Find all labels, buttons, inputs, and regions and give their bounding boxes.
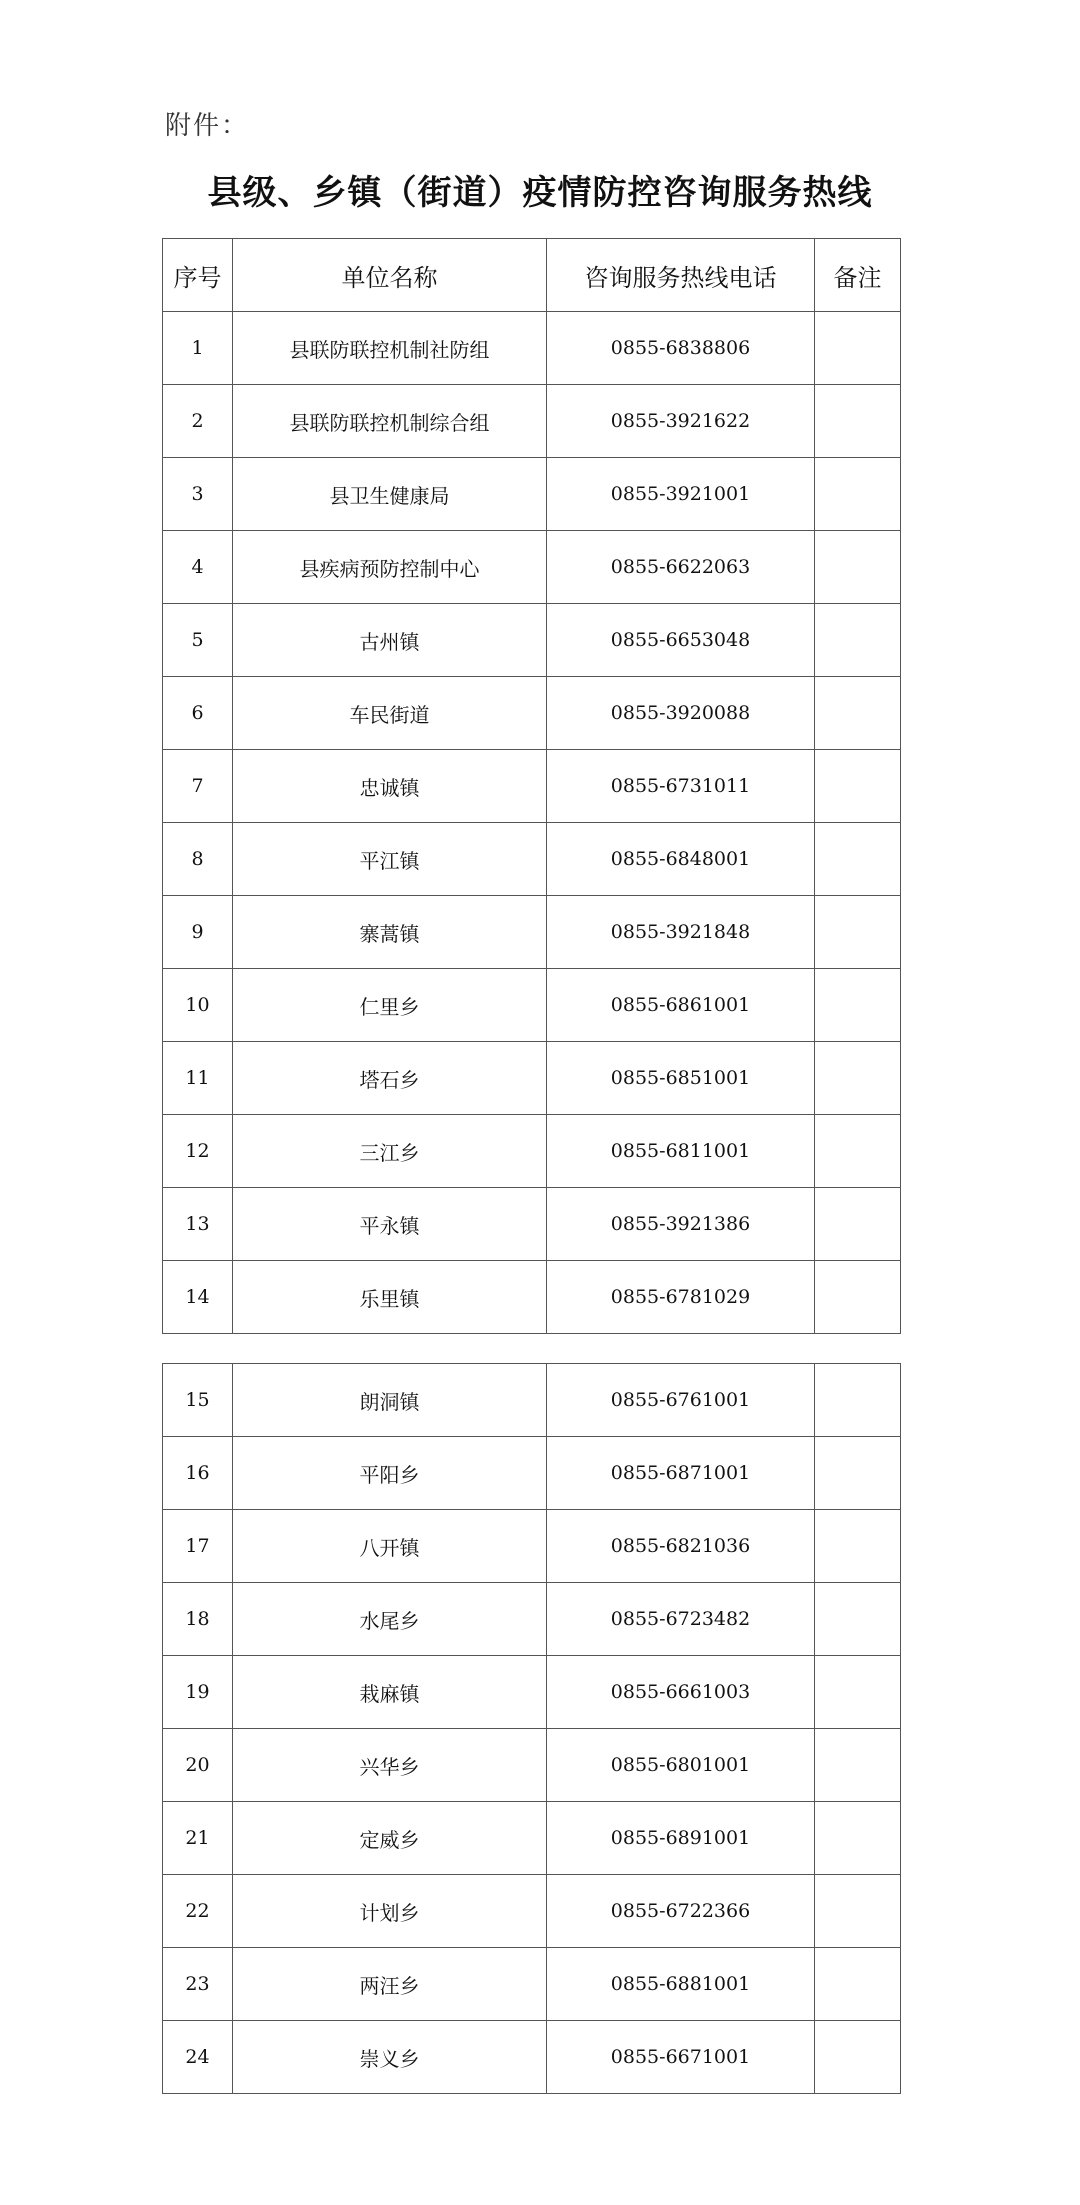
table-row <box>163 1948 901 2021</box>
unit-name-cell: 县疾病预防控制中心 <box>233 531 547 604</box>
serial-number-cell: 5 <box>163 604 233 677</box>
unit-name-cell: 县联防联控机制社防组 <box>233 312 547 385</box>
unit-name-cell: 古州镇 <box>233 604 547 677</box>
table-row <box>163 1437 901 1510</box>
hotline-phone-cell: 0855-6871001 <box>547 1437 815 1510</box>
table-row <box>163 2021 901 2094</box>
remarks-cell <box>815 750 901 823</box>
serial-number-cell: 12 <box>163 1115 233 1188</box>
header-unit-name: 单位名称 <box>233 239 547 312</box>
remarks-cell <box>815 1115 901 1188</box>
unit-name-cell: 兴华乡 <box>233 1729 547 1802</box>
serial-number-cell: 10 <box>163 969 233 1042</box>
table-row <box>163 1802 901 1875</box>
serial-number-cell: 13 <box>163 1188 233 1261</box>
serial-number-cell: 15 <box>163 1364 233 1437</box>
remarks-cell <box>815 1656 901 1729</box>
hotline-phone-cell: 0855-6781029 <box>547 1261 815 1334</box>
hotline-phone-cell: 0855-3921386 <box>547 1188 815 1261</box>
hotline-phone-cell: 0855-6761001 <box>547 1364 815 1437</box>
hotline-table-part-2 <box>162 1363 901 2094</box>
hotline-phone-cell: 0855-6811001 <box>547 1115 815 1188</box>
hotline-phone-cell: 0855-6881001 <box>547 1948 815 2021</box>
table-body-part-1 <box>163 312 901 1334</box>
header-remarks: 备注 <box>815 239 901 312</box>
serial-number-cell: 3 <box>163 458 233 531</box>
remarks-cell <box>815 604 901 677</box>
unit-name-cell: 朗洞镇 <box>233 1364 547 1437</box>
hotline-phone-cell: 0855-3921848 <box>547 896 815 969</box>
remarks-cell <box>815 969 901 1042</box>
hotline-phone-cell: 0855-6851001 <box>547 1042 815 1115</box>
remarks-cell <box>815 823 901 896</box>
unit-name-cell: 塔石乡 <box>233 1042 547 1115</box>
table-row <box>163 458 901 531</box>
remarks-cell <box>815 1948 901 2021</box>
serial-number-cell: 16 <box>163 1437 233 1510</box>
table-row <box>163 312 901 385</box>
unit-name-cell: 县卫生健康局 <box>233 458 547 531</box>
hotline-phone-cell: 0855-6722366 <box>547 1875 815 1948</box>
hotline-phone-cell: 0855-6861001 <box>547 969 815 1042</box>
serial-number-cell: 4 <box>163 531 233 604</box>
remarks-cell <box>815 1802 901 1875</box>
hotline-phone-cell: 0855-6848001 <box>547 823 815 896</box>
unit-name-cell: 三江乡 <box>233 1115 547 1188</box>
serial-number-cell: 19 <box>163 1656 233 1729</box>
table-row <box>163 1656 901 1729</box>
serial-number-cell: 1 <box>163 312 233 385</box>
table-row <box>163 823 901 896</box>
attachment-label: 附件： <box>165 111 250 141</box>
unit-name-cell: 寨蒿镇 <box>233 896 547 969</box>
serial-number-cell: 22 <box>163 1875 233 1948</box>
remarks-cell <box>815 531 901 604</box>
serial-number-cell: 7 <box>163 750 233 823</box>
unit-name-cell: 仁里乡 <box>233 969 547 1042</box>
hotline-phone-cell: 0855-6661003 <box>547 1656 815 1729</box>
remarks-cell <box>815 1583 901 1656</box>
remarks-cell <box>815 312 901 385</box>
serial-number-cell: 9 <box>163 896 233 969</box>
table-row <box>163 1115 901 1188</box>
remarks-cell <box>815 385 901 458</box>
unit-name-cell: 栽麻镇 <box>233 1656 547 1729</box>
table-row <box>163 1583 901 1656</box>
remarks-cell <box>815 1437 901 1510</box>
serial-number-cell: 14 <box>163 1261 233 1334</box>
serial-number-cell: 21 <box>163 1802 233 1875</box>
table-row <box>163 604 901 677</box>
remarks-cell <box>815 2021 901 2094</box>
serial-number-cell: 20 <box>163 1729 233 1802</box>
hotline-phone-cell: 0855-3920088 <box>547 677 815 750</box>
table-row <box>163 969 901 1042</box>
remarks-cell <box>815 896 901 969</box>
unit-name-cell: 崇义乡 <box>233 2021 547 2094</box>
table-row <box>163 1875 901 1948</box>
unit-name-cell: 忠诚镇 <box>233 750 547 823</box>
remarks-cell <box>815 677 901 750</box>
hotline-table-part-1 <box>162 238 901 1334</box>
serial-number-cell: 11 <box>163 1042 233 1115</box>
unit-name-cell: 车民街道 <box>233 677 547 750</box>
remarks-cell <box>815 1261 901 1334</box>
hotline-phone-cell: 0855-6801001 <box>547 1729 815 1802</box>
remarks-cell <box>815 458 901 531</box>
table-row <box>163 1510 901 1583</box>
remarks-cell <box>815 1188 901 1261</box>
unit-name-cell: 乐里镇 <box>233 1261 547 1334</box>
unit-name-cell: 计划乡 <box>233 1875 547 1948</box>
unit-name-cell: 平江镇 <box>233 823 547 896</box>
hotline-phone-cell: 0855-6821036 <box>547 1510 815 1583</box>
table-body-part-2 <box>163 1364 901 2094</box>
table-row <box>163 1261 901 1334</box>
table-header-row <box>163 239 901 312</box>
serial-number-cell: 18 <box>163 1583 233 1656</box>
serial-number-cell: 2 <box>163 385 233 458</box>
hotline-phone-cell: 0855-6891001 <box>547 1802 815 1875</box>
header-serial-number: 序号 <box>163 239 233 312</box>
serial-number-cell: 8 <box>163 823 233 896</box>
hotline-phone-cell: 0855-6723482 <box>547 1583 815 1656</box>
table-row <box>163 531 901 604</box>
unit-name-cell: 定威乡 <box>233 1802 547 1875</box>
unit-name-cell: 水尾乡 <box>233 1583 547 1656</box>
hotline-phone-cell: 0855-6622063 <box>547 531 815 604</box>
serial-number-cell: 6 <box>163 677 233 750</box>
unit-name-cell: 八开镇 <box>233 1510 547 1583</box>
hotline-phone-cell: 0855-6731011 <box>547 750 815 823</box>
unit-name-cell: 县联防联控机制综合组 <box>233 385 547 458</box>
serial-number-cell: 17 <box>163 1510 233 1583</box>
unit-name-cell: 平阳乡 <box>233 1437 547 1510</box>
table-row <box>163 750 901 823</box>
table-row <box>163 385 901 458</box>
hotline-phone-cell: 0855-3921001 <box>547 458 815 531</box>
hotline-phone-cell: 0855-6671001 <box>547 2021 815 2094</box>
remarks-cell <box>815 1875 901 1948</box>
table-row <box>163 1364 901 1437</box>
remarks-cell <box>815 1364 901 1437</box>
hotline-phone-cell: 0855-6838806 <box>547 312 815 385</box>
document-title: 县级、乡镇（街道）疫情防控咨询服务热线 <box>207 173 873 213</box>
table-row <box>163 1042 901 1115</box>
table-row <box>163 1188 901 1261</box>
table-row <box>163 896 901 969</box>
remarks-cell <box>815 1510 901 1583</box>
remarks-cell <box>815 1729 901 1802</box>
unit-name-cell: 两汪乡 <box>233 1948 547 2021</box>
header-hotline-phone: 咨询服务热线电话 <box>547 239 815 312</box>
serial-number-cell: 23 <box>163 1948 233 2021</box>
remarks-cell <box>815 1042 901 1115</box>
unit-name-cell: 平永镇 <box>233 1188 547 1261</box>
hotline-phone-cell: 0855-3921622 <box>547 385 815 458</box>
table-row <box>163 677 901 750</box>
serial-number-cell: 24 <box>163 2021 233 2094</box>
table-row <box>163 1729 901 1802</box>
hotline-phone-cell: 0855-6653048 <box>547 604 815 677</box>
